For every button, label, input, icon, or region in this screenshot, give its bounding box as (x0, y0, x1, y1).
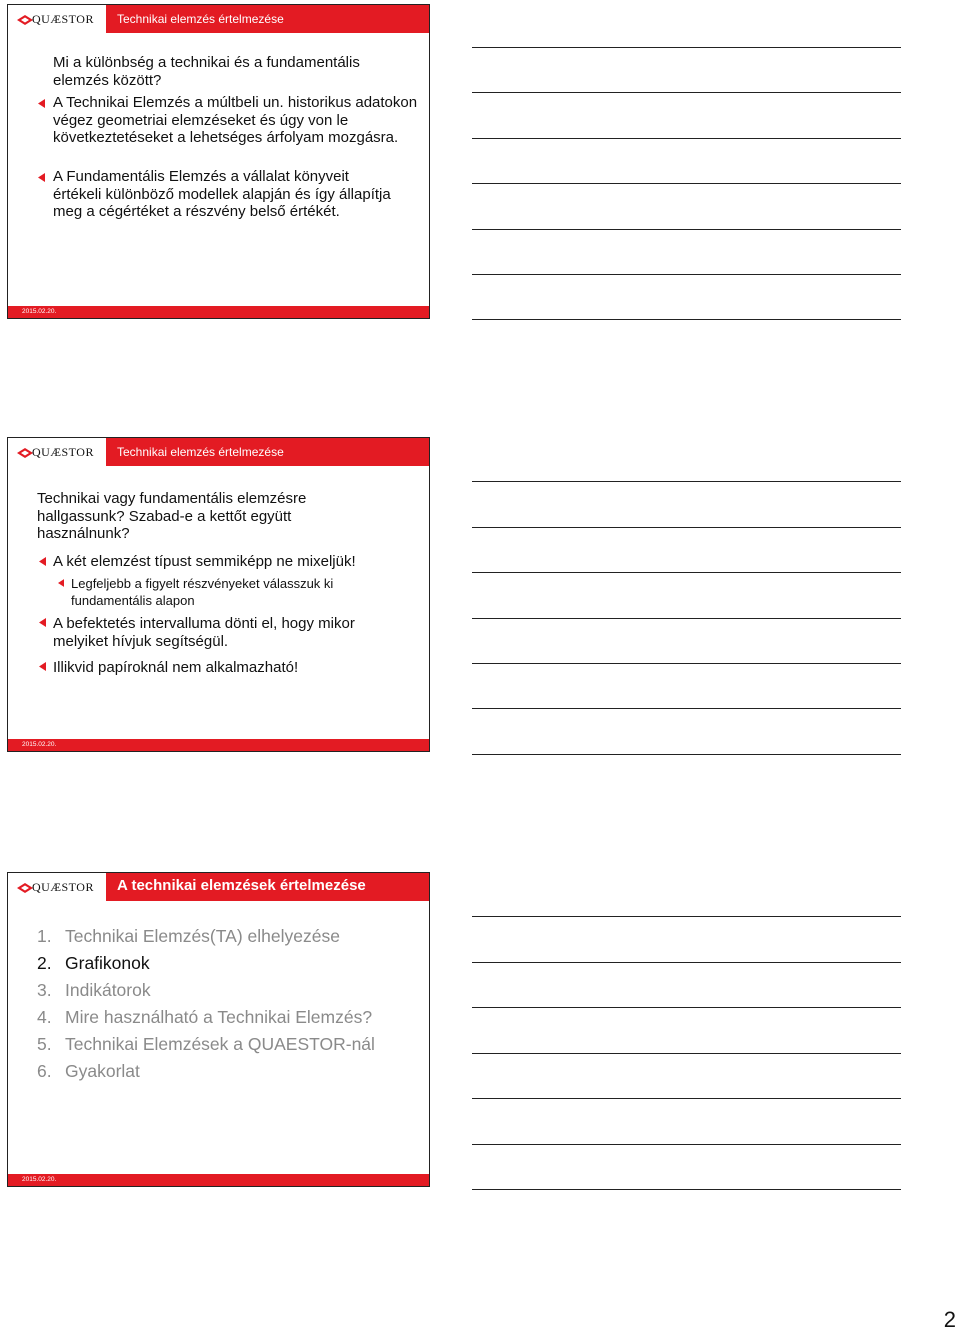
notes-line (472, 754, 901, 755)
notes-line (472, 572, 901, 573)
notes-line (472, 92, 901, 93)
bullet-icon (38, 99, 45, 108)
notes-line (472, 708, 901, 709)
notes-line (472, 138, 901, 139)
agenda-item-3: 3. Indikátorok (37, 980, 151, 1000)
slide-2 (7, 437, 430, 752)
slide-1 (7, 4, 430, 319)
notes-line (472, 274, 901, 275)
slide-paragraph: A Technikai Elemzés a múltbeli un. historikus adatokon végez geometriai elemzéseket és úgy von le következtetéseket a lehetséges árfolyam mozgásra. (53, 94, 418, 146)
notes-line (472, 618, 901, 619)
slide-sub-bullet: Legfeljebb a figyelt részvényeket válasszuk ki fundamentális alapon (71, 576, 334, 608)
bullet-icon (39, 662, 46, 671)
agenda-item-1: 1. Technikai Elemzés(TA) elhelyezése (37, 926, 340, 946)
bullet-icon (39, 618, 46, 627)
slide-footer (8, 306, 429, 318)
slide-title: Technikai elemzés értelmezése (117, 445, 284, 459)
notes-line (472, 1098, 901, 1099)
slide-header (8, 5, 429, 33)
slide-bullet: A befektetés intervalluma dönti el, hogy mikor melyiket hívjuk segítségül. (53, 615, 355, 650)
slide-title: Technikai elemzés értelmezése (117, 12, 284, 26)
footer-date: 2015.02.20. (22, 741, 57, 748)
notes-line (472, 47, 901, 48)
bullet-icon (39, 557, 46, 566)
slide-title: A technikai elemzések értelmezése (117, 877, 366, 894)
notes-line (472, 481, 901, 482)
slide-header (8, 873, 429, 901)
logo-text: QUÆSTOR (32, 12, 94, 26)
slide-bullet: Illikvid papíroknál nem alkalmazható! (53, 659, 299, 676)
slide-3 (7, 872, 430, 1187)
agenda-item-5: 5. Technikai Elemzések a QUAESTOR-nál (37, 1034, 375, 1054)
page-number: 2 (943, 1307, 956, 1332)
slide-header (8, 438, 429, 466)
agenda-item-4: 4. Mire használható a Technikai Elemzés? (37, 1007, 373, 1027)
quaestor-logo (8, 438, 106, 466)
footer-date: 2015.02.20. (22, 308, 57, 315)
slide-intro: Technikai vagy fundamentális elemzésre hallgassunk? Szabad-e a kettőt együtt használnunk? (37, 490, 307, 542)
notes-line (472, 527, 901, 528)
sub-bullet-icon (58, 579, 64, 587)
slide-bullet: A két elemzést típust semmiképp ne mixeljük! (53, 553, 356, 570)
logo-text: QUÆSTOR (32, 445, 94, 459)
notes-line (472, 1053, 901, 1054)
notes-line (472, 183, 901, 184)
notes-line (472, 1144, 901, 1145)
footer-date: 2015.02.20. (22, 1176, 57, 1183)
slide-paragraph: A Fundamentális Elemzés a vállalat könyveit értékeli különböző modellek alapján és így állapítja meg a cégértéket a részvény belső értékét. (53, 168, 391, 220)
notes-line (472, 916, 901, 917)
bullet-icon (38, 173, 45, 182)
notes-line (472, 319, 901, 320)
notes-line (472, 229, 901, 230)
agenda-item-6: 6. Gyakorlat (37, 1061, 140, 1081)
notes-line (472, 663, 901, 664)
slide-footer (8, 739, 429, 751)
quaestor-logo (8, 873, 106, 901)
slide-footer (8, 1174, 429, 1186)
slide-question: Mi a különbség a technikai és a fundamentális elemzés között? (53, 54, 360, 89)
notes-line (472, 962, 901, 963)
quaestor-logo (8, 5, 106, 33)
agenda-item-2: 2. Grafikonok (37, 953, 150, 973)
logo-text: QUÆSTOR (32, 880, 94, 894)
notes-line (472, 1007, 901, 1008)
notes-line (472, 1189, 901, 1190)
